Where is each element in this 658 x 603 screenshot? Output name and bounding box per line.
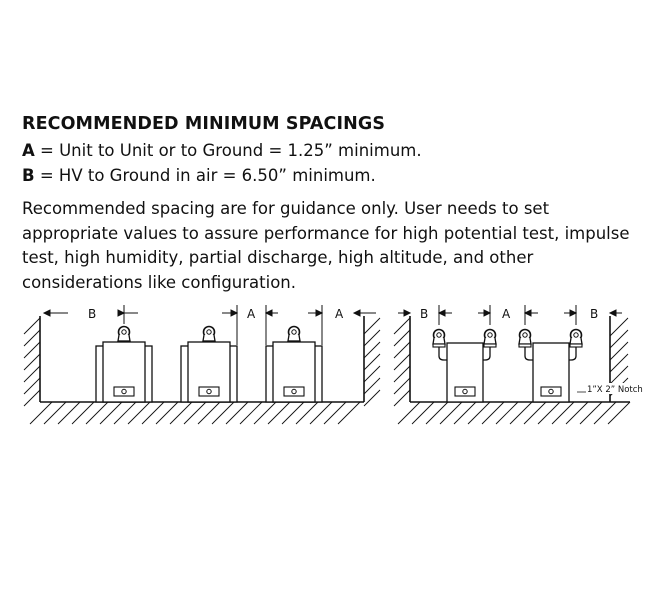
wall-hatch-line <box>364 330 380 346</box>
floor-hatch-line <box>608 402 630 424</box>
floor-hatch-line <box>552 402 574 424</box>
wall-hatch-line <box>364 318 380 334</box>
floor-hatch-line <box>538 402 560 424</box>
wall-hatch-line <box>364 342 380 358</box>
wall-hatch-line <box>394 366 410 382</box>
floor-hatch-line <box>86 402 108 424</box>
wall-hatch-line <box>394 318 410 334</box>
wall-hatch-line <box>394 390 410 406</box>
wall-hatch-line <box>24 366 40 382</box>
notch-label: 1”X 2” Notch <box>587 385 643 395</box>
wall-hatch-line <box>394 330 410 346</box>
right-wall-hatch-lines <box>364 318 380 406</box>
definition-b-sep: = <box>34 166 59 185</box>
definition-a-sep: = <box>34 141 60 160</box>
floor-hatch-line <box>240 402 262 424</box>
wall-hatch-line <box>24 342 40 358</box>
floor-hatch-line <box>454 402 476 424</box>
definition-b-text: HV to Ground in air = 6.50” minimum. <box>58 166 376 185</box>
left-label-a1: A <box>247 307 256 321</box>
wall-hatch-line <box>24 330 40 346</box>
floor-hatch-line <box>468 402 490 424</box>
left-floor-hatch-lines <box>30 402 360 424</box>
wall-hatch-line <box>364 366 380 382</box>
floor-hatch-line <box>44 402 66 424</box>
right-diagram-left-wall-hatch <box>394 318 410 406</box>
right-label-b2: B <box>590 307 599 321</box>
right-label-a: A <box>502 307 511 321</box>
left-label-b: B <box>88 307 97 321</box>
floor-hatch-line <box>72 402 94 424</box>
floor-hatch-line <box>268 402 290 424</box>
floor-hatch-line <box>296 402 318 424</box>
floor-hatch-line <box>114 402 136 424</box>
floor-hatch-line <box>338 402 360 424</box>
left-unit-3 <box>266 327 322 403</box>
definition-a-key: A <box>22 141 35 160</box>
right-label-b1: B <box>420 307 429 321</box>
floor-hatch-line <box>254 402 276 424</box>
right-floor-hatch-lines <box>398 402 630 424</box>
floor-hatch-line <box>128 402 150 424</box>
wall-hatch-line <box>24 378 40 394</box>
floor-hatch-line <box>482 402 504 424</box>
definition-b-key: B <box>22 166 35 185</box>
floor-hatch-line <box>440 402 462 424</box>
floor-hatch-line <box>170 402 192 424</box>
floor-hatch-line <box>594 402 616 424</box>
floor-hatch-line <box>226 402 248 424</box>
wall-hatch-line <box>24 318 40 334</box>
wall-hatch-line <box>394 342 410 358</box>
wall-hatch-line <box>364 378 380 394</box>
left-wall-hatch-lines <box>24 318 40 406</box>
floor-hatch-line <box>58 402 80 424</box>
page-title: RECOMMENDED MINIMUM SPACINGS <box>22 114 386 134</box>
floor-hatch-line <box>580 402 602 424</box>
right-diagram <box>394 305 648 424</box>
floor-hatch-line <box>30 402 52 424</box>
floor-hatch-line <box>566 402 588 424</box>
floor-hatch-line <box>324 402 346 424</box>
guidance-note: Recommended spacing are for guidance only. User needs to set appropriate values to assure performance for high potential test, impulse test, high humidity, partial discharge, high altitude, and other considerations like configuration. <box>22 199 630 292</box>
floor-hatch-line <box>412 402 434 424</box>
wall-hatch-line <box>364 354 380 370</box>
floor-hatch-line <box>156 402 178 424</box>
wall-hatch-line <box>24 390 40 406</box>
left-diagram <box>24 305 380 424</box>
wall-hatch-line <box>24 354 40 370</box>
floor-hatch-line <box>184 402 206 424</box>
floor-hatch-line <box>142 402 164 424</box>
right-unit-2 <box>519 330 582 403</box>
definition-a-text: Unit to Unit or to Ground = 1.25” minimum. <box>59 141 422 160</box>
left-unit-2 <box>181 327 237 403</box>
floor-hatch-line <box>282 402 304 424</box>
floor-hatch-line <box>398 402 420 424</box>
floor-hatch-line <box>100 402 122 424</box>
floor-hatch-line <box>496 402 518 424</box>
floor-hatch-line <box>310 402 332 424</box>
floor-hatch-line <box>510 402 532 424</box>
floor-hatch-line <box>198 402 220 424</box>
wall-hatch-line <box>394 378 410 394</box>
floor-hatch-line <box>524 402 546 424</box>
left-label-a2: A <box>335 307 344 321</box>
right-unit-1 <box>433 330 496 403</box>
wall-hatch-line <box>394 354 410 370</box>
floor-hatch-line <box>426 402 448 424</box>
left-unit-1 <box>96 327 152 403</box>
floor-hatch-line <box>212 402 234 424</box>
wall-hatch-line <box>364 390 380 406</box>
